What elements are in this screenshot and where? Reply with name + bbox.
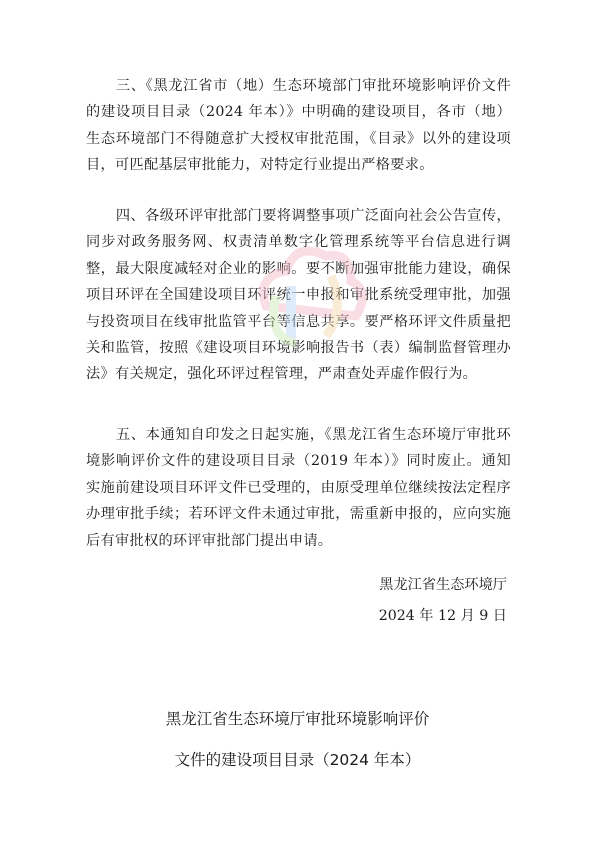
catalog-title-line-1: 黑龙江省生态环境厅审批环境影响评价 (165, 710, 430, 728)
signature-organization: 黑龙江省生态环境厅 (379, 577, 507, 593)
paragraph-item-5: 五、本通知自印发之日起实施，《黑龙江省生态环境厅审批环境影响评价文件的建设项目目录（2019 年本）》同时废止。通知实施前建设项目环评文件已受理的，由原受理单位继续按法定程序办理审批手续；若环评文件未通过审批，需重新申报的，应向实施后有审批权的环评审批部门提出申请。 (86, 427, 511, 549)
paragraph-item-3: 三、《黑龙江省市（地）生态环境部门审批环境影响评价文件的建设项目目录（2024 年本）》中明确的建设项目，各市（地）生态环境部门不得随意扩大授权审批范围，《目录》以外的建设项目，可匹配基层审批能力，对特定行业提出严格要求。 (86, 78, 511, 174)
signature-date: 2024 年 12 月 9 日 (378, 608, 507, 624)
paragraph-item-4: 四、各级环评审批部门要将调整事项广泛面向社会公告宣传，同步对政务服务网、权责清单数字化管理系统等平台信息进行调整，最大限度减轻对企业的影响。要不断加强审批能力建设，确保项目环评在全国建设项目环评统一申报和审批系统受理审批，加强与投资项目在线审批监管平台等信息共享。要严格环评文件质量把关和监管，按照《建设项目环境影响报告书（表）编制监督管理办法》有关规定，强化环评过程管理，严肃查处弄虚作假行为。 (86, 208, 511, 383)
cloud-logo-watermark-icon (236, 216, 376, 366)
catalog-title-line-2: 文件的建设项目目录（2024 年本） (174, 751, 421, 769)
